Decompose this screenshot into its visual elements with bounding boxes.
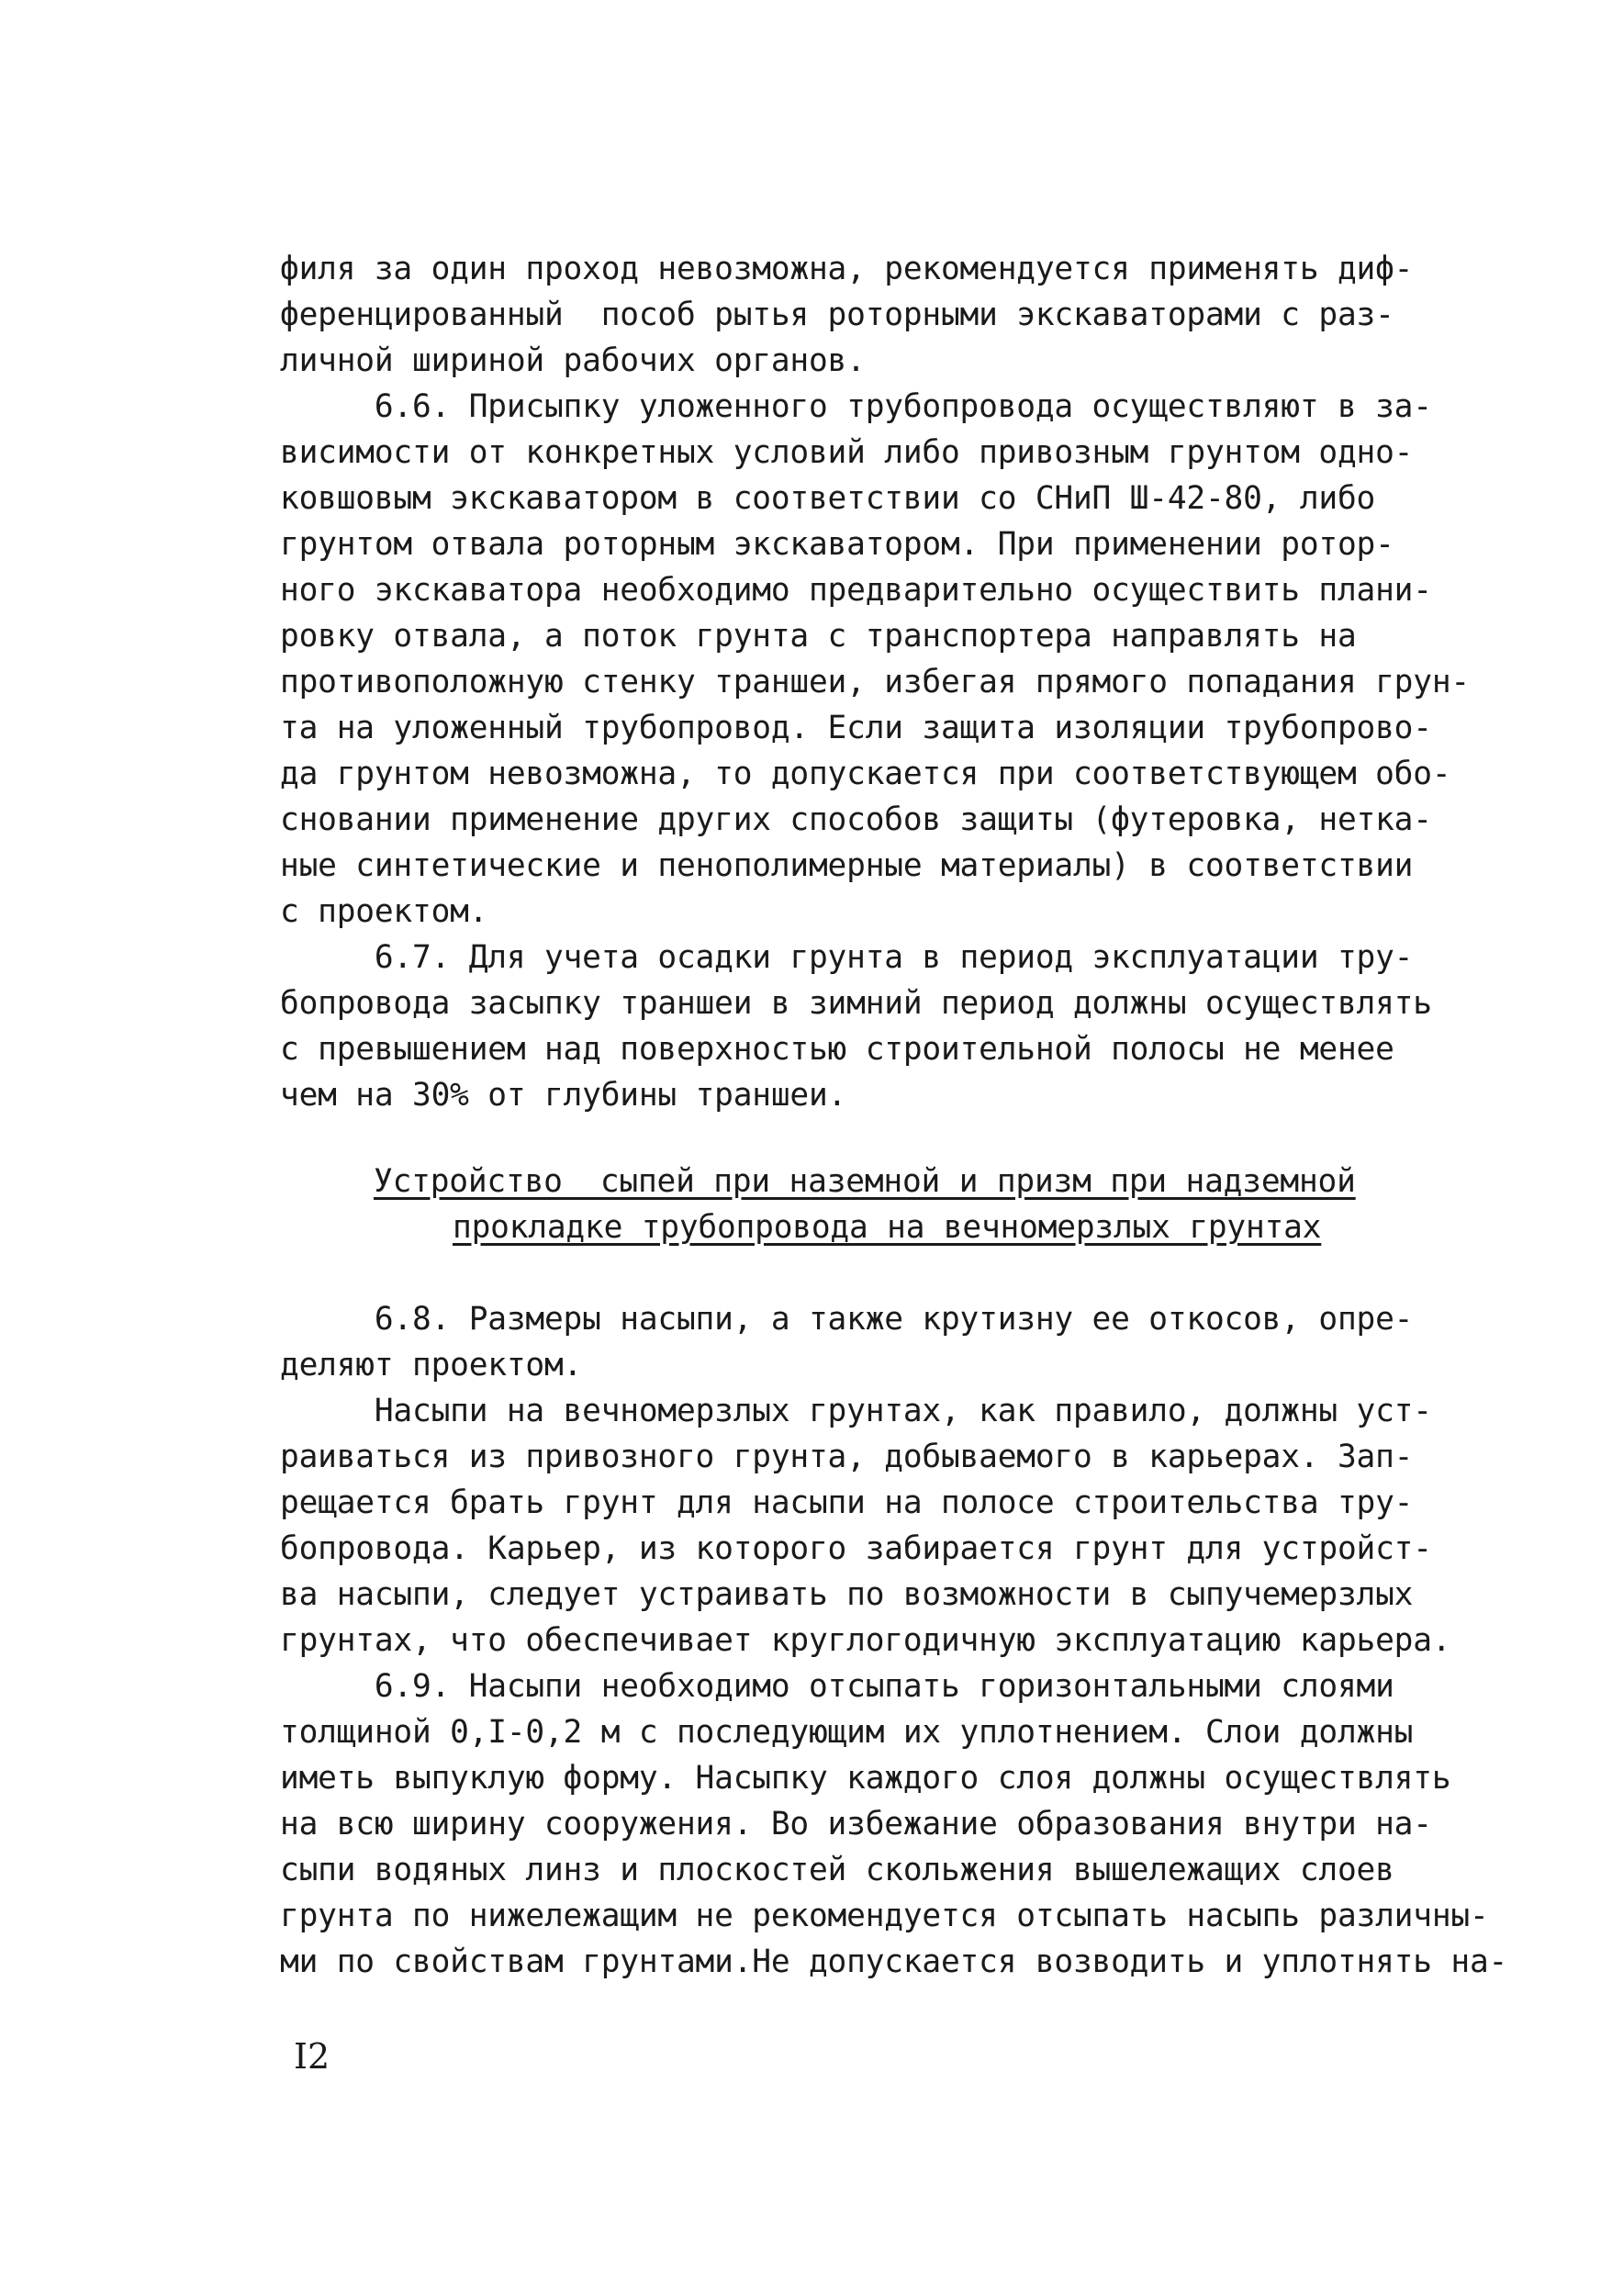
text-line: сновании применение других способов защиты (футеровка, нетка-: [280, 801, 1432, 838]
text-block-sections-6-8-to-6-9: [280, 1296, 1510, 1985]
text-line: толщиной 0,I-0,2 м с последующим их уплотнением. Слои должны: [280, 1714, 1414, 1751]
text-line: висимости от конкретных условий либо привозным грунтом одно-: [280, 434, 1414, 471]
text-line: 6.6. Присыпку уложенного трубопровода осуществляют в за-: [280, 388, 1432, 425]
text-line: бопровода засыпку траншеи в зимний период должны осуществлять: [280, 985, 1432, 1022]
text-line: сыпи водяных линз и плоскостей скольжения вышележащих слоев: [280, 1852, 1394, 1888]
text-line: та на уложенный трубопровод. Если защита изоляции трубопрово-: [280, 710, 1432, 746]
text-line: рещается брать грунт для насыпи на полосе строительства тру-: [280, 1484, 1414, 1521]
text-block-sections-6-5-to-6-7: [280, 246, 1510, 1118]
text-line: грунтом отвала роторным экскаватором. При применении ротор-: [280, 526, 1394, 563]
text-line: ва насыпи, следует устраивать по возможности в сыпучемерзлых: [280, 1576, 1414, 1613]
text-line: ми по свойствам грунтами.Не допускается возводить и уплотнять на-: [280, 1943, 1508, 1980]
text-line: филя за один проход невозможна, рекомендуется применять диф-: [280, 251, 1414, 287]
text-line: ференцированный пособ рытья роторными экскаваторами с раз-: [280, 297, 1394, 333]
text-line: чем на 30% от глубины траншеи.: [280, 1077, 847, 1114]
heading-line: Устройство сыпей при наземной и призм при надземной: [374, 1163, 1356, 1200]
text-line: иметь выпуклую форму. Насыпку каждого слоя должны осуществлять: [280, 1760, 1451, 1797]
text-line: Насыпи на вечномерзлых грунтах, как правило, должны уст-: [280, 1393, 1432, 1429]
text-line: ные синтетические и пенополимерные материалы) в соответствии: [280, 847, 1414, 884]
text-line: на всю ширину сооружения. Во избежание образования внутри на-: [280, 1806, 1432, 1842]
text-line: 6.9. Насыпи необходимо отсыпать горизонтальными слоями: [280, 1668, 1394, 1705]
section-heading: [0, 1159, 1612, 1250]
page-number: I2: [294, 2036, 330, 2077]
text-line: с проектом.: [280, 893, 488, 930]
text-line: ровку отвала, а поток грунта с транспортера направлять на: [280, 618, 1357, 655]
text-line: да грунтом невозможна, то допускается при соответствующем обо-: [280, 756, 1451, 792]
text-line: личной шириной рабочих органов.: [280, 342, 866, 379]
text-line: противоположную стенку траншеи, избегая прямого попадания грун-: [280, 664, 1470, 700]
text-line: 6.7. Для учета осадки грунта в период эксплуатации тру-: [280, 939, 1414, 976]
text-line: с превышением над поверхностью строительной полосы не менее: [280, 1031, 1394, 1068]
text-line: ного экскаватора необходимо предварительно осуществить плани-: [280, 572, 1432, 609]
text-line: ковшовым экскаватором в соответствии со СНиП Ш-42-80, либо: [280, 480, 1376, 517]
text-line: бопровода. Карьер, из которого забирается грунт для устройст-: [280, 1530, 1432, 1567]
text-line: грунтах, что обеспечивает круглогодичную эксплуатацию карьера.: [280, 1622, 1451, 1659]
text-line: 6.8. Размеры насыпи, а также крутизну ее откосов, опре-: [280, 1301, 1414, 1338]
text-line: грунта по нижележащим не рекомендуется отсыпать насыпь различны-: [280, 1898, 1489, 1934]
text-line: раиваться из привозного грунта, добываемого в карьерах. Зап-: [280, 1439, 1414, 1475]
heading-line: прокладке трубопровода на вечномерзлых грунтах: [453, 1209, 1322, 1246]
text-line: деляют проектом.: [280, 1347, 583, 1383]
